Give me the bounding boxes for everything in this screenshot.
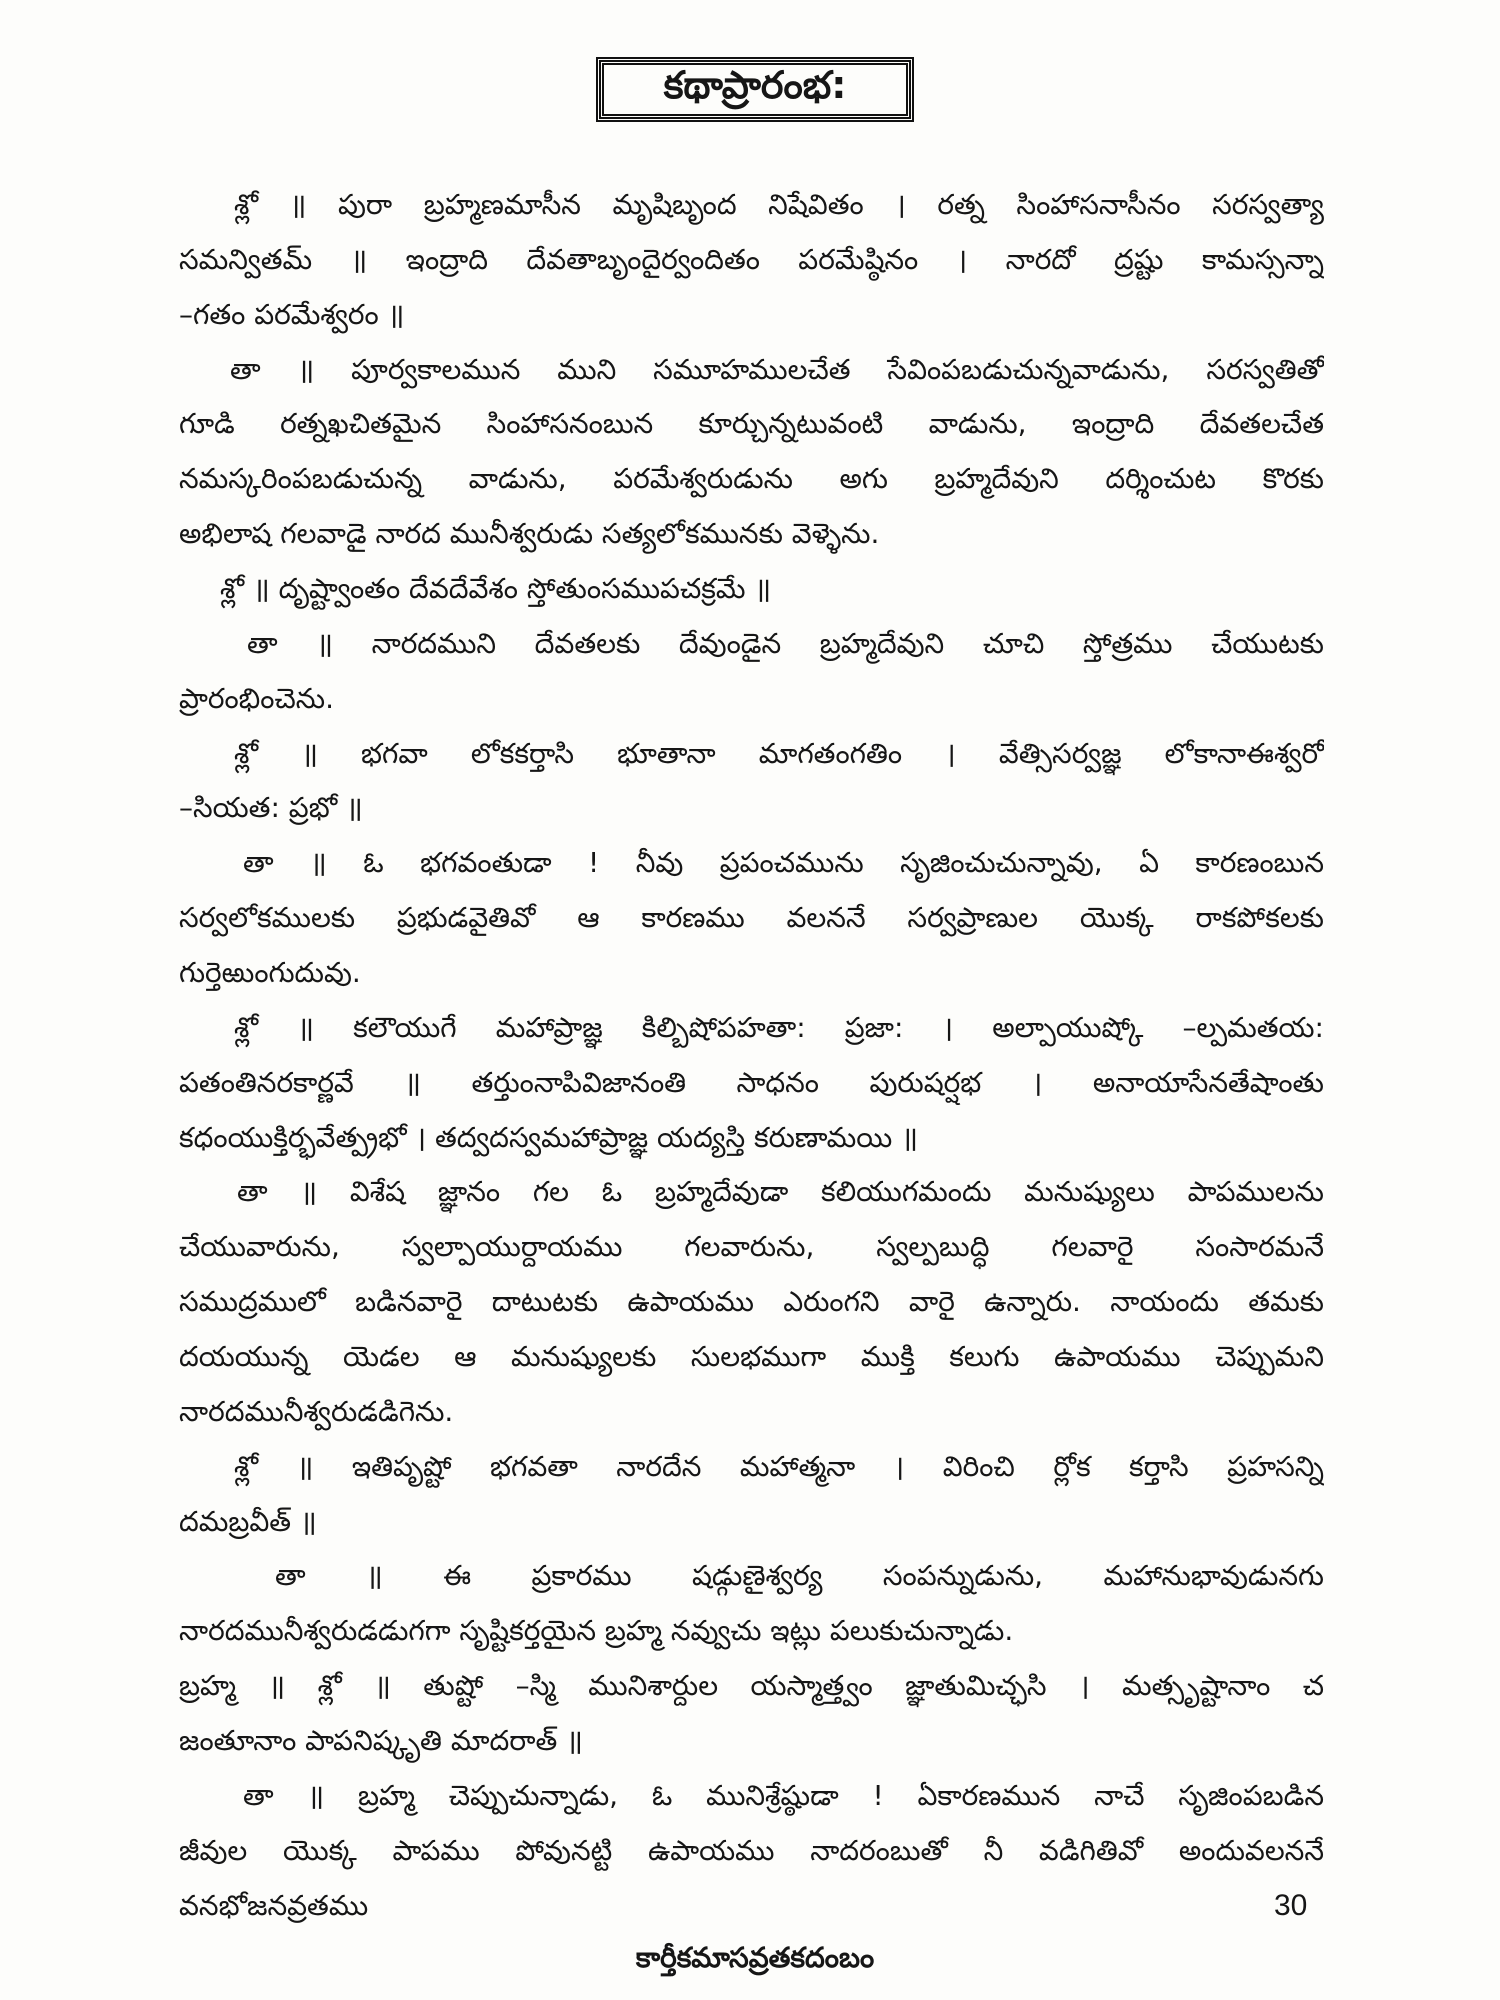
text-line: జంతూనాం పాపనిష్కృతి మాదరాత్ ॥	[179, 1724, 583, 1758]
text-line: తా ॥ బ్రహ్మ చెప్పుచున్నాడు, ఓ మునిశ్రేష్ఠుడా ! ఏకారణమున నాచే సృజింపబడిన	[243, 1778, 1324, 1812]
text-line: బ్రహ్మ ॥ శ్లో ॥ తుష్టో –స్మి మునిశార్దుల యస్మాత్త్వం జ్ఞాతుమిచ్ఛసి । మత్సృష్టానాం చ	[179, 1669, 1324, 1703]
text-line: శ్లో ॥ ఇతిపృష్టో భగవతా నారదేన మహాత్మనా । విరించి ర్లోక కర్తాసి ప్రహసన్ని	[234, 1449, 1324, 1483]
text-line: తా ॥ విశేష జ్ఞానం గల ఓ బ్రహ్మదేవుడా కలియుగమందు మనుష్యులు పాపములను	[237, 1175, 1324, 1209]
text-line: జీవుల యొక్క పాపము పోవునట్టి ఉపాయము నాదరంబుతో నీ వడిగితివో అందువలననే	[179, 1833, 1324, 1867]
meaning-block	[179, 343, 1324, 562]
text-line: తా ॥ పూర్వకాలమున ముని సమూహములచేత సేవింపబడుచున్నవాడును, సరస్వతితో	[230, 352, 1324, 386]
text-line: పతంతినరకార్ణవే ॥ తర్తుంనాపివిజానంతి సాధనం పురుషర్షభ । అనాయాసేనతేషాంతు	[179, 1065, 1324, 1099]
text-line: ప్రారంభించెను.	[179, 681, 334, 715]
text-line: శ్లో ॥ కలౌయుగే మహాప్రాజ్ఞ కిల్బిషోపహతా: ప్రజా: । అల్పాయుష్కో –ల్పమతయ:	[234, 1010, 1324, 1044]
text-line: నమస్కరింపబడుచున్న వాడును, పరమేశ్వరుడును అగు బ్రహ్మదేవుని దర్శించుట కొరకు	[179, 462, 1324, 496]
text-line: –సియత: ప్రభో ॥	[179, 791, 363, 825]
text-line: చేయువారును, స్వల్పాయుర్దాయము గలవారును, స్వల్పబుద్ధి గలవారై సంసారమనే	[179, 1230, 1324, 1264]
text-line: శ్లో ॥ దృష్ట్వాంతం దేవదేవేశం స్తోతుంసముపచక్రమే ॥	[220, 572, 772, 606]
verse-block	[179, 562, 1324, 617]
text-line: తా ॥ నారదముని దేవతలకు దేవుండైన బ్రహ్మదేవుని చూచి స్తోత్రము చేయుటకు	[247, 626, 1324, 660]
text-line: సమన్వితమ్ ॥ ఇంద్రాది దేవతాబృందైర్వందితం పరమేష్ఠినం । నారదో ద్రష్టు కామస్సన్నా	[179, 242, 1324, 276]
text-line: సముద్రములో బడినవారై దాటుటకు ఉపాయము ఎరుంగని వారై ఉన్నారు. నాయందు తమకు	[179, 1285, 1324, 1319]
meaning-block	[179, 1769, 1324, 1934]
verse-block	[179, 727, 1324, 837]
meaning-block	[179, 836, 1324, 1001]
text-line: తా ॥ ఈ ప్రకారము షడ్గుణైశ్వర్య సంపన్నుడును, మహానుభావుడునగు	[275, 1559, 1324, 1593]
page-body	[179, 178, 1324, 1934]
text-line: అభిలాష గలవాడై నారద మునీశ్వరుడు సత్యలోకమునకు వెళ్ళెను.	[179, 517, 880, 551]
text-line: సర్వలోకములకు ప్రభుడవైతివో ఆ కారణము వలననే సర్వప్రాణుల యొక్క రాకపోకలకు	[179, 901, 1324, 935]
text-line: నారదమునీశ్వరుడడిగెను.	[179, 1394, 454, 1428]
text-line: దయయున్న యెడల ఆ మనుష్యులకు సులభముగా ముక్తి కలుగు ఉపాయము చెప్పుమని	[179, 1340, 1324, 1374]
meaning-block	[179, 1165, 1324, 1439]
text-line: శ్లో ॥ భగవా లోకకర్తాసి భూతానా మాగతంగతిం । వేత్సిసర్వజ్ఞ లోకానాఈశ్వరో	[234, 736, 1324, 770]
text-line: గుర్తెఱుంగుదువు.	[179, 956, 361, 990]
text-line: –గతం పరమేశ్వరం ॥	[179, 297, 405, 331]
text-line: గూడి రత్నఖచితమైన సింహాసనంబున కూర్చున్నటువంటి వాడును, ఇంద్రాది దేవతలచేత	[179, 407, 1324, 441]
text-line: కధంయుక్తిర్భవేత్ప్రభో । తద్వదస్వమహాప్రాజ్ఞ యద్యస్తి కరుణామయి ॥	[179, 1120, 918, 1154]
text-line: తా ॥ ఓ భగవంతుడా ! నీవు ప్రపంచమును సృజించుచున్నావు, ఏ కారణంబున	[243, 846, 1324, 880]
verse-block	[179, 1001, 1324, 1166]
meaning-block	[179, 1549, 1324, 1659]
verse-block	[179, 1659, 1324, 1769]
section-title: కథాప్రారంభ:	[599, 60, 911, 119]
text-line: వనభోజనవ్రతము	[179, 1888, 369, 1922]
verse-block	[179, 178, 1324, 343]
verse-block	[179, 1440, 1324, 1550]
text-line: నారదమునీశ్వరుడడుగగా సృష్టికర్తయైన బ్రహ్మ నవ్వుచు ఇట్లు పలుకుచున్నాడు.	[179, 1614, 1014, 1648]
meaning-block	[179, 617, 1324, 727]
text-line: దమబ్రవీత్ ॥	[179, 1504, 317, 1538]
page-number: 30	[1274, 1889, 1308, 1922]
footer-book-title: కార్తీకమాసవ్రతకదంబం	[635, 1941, 875, 1974]
text-line: శ్లో ॥ పురా బ్రహ్మణమాసీన మృషిబృంద నిషేవితం । రత్న సింహాసనాసీనం సరస్వత్యా	[234, 188, 1324, 221]
